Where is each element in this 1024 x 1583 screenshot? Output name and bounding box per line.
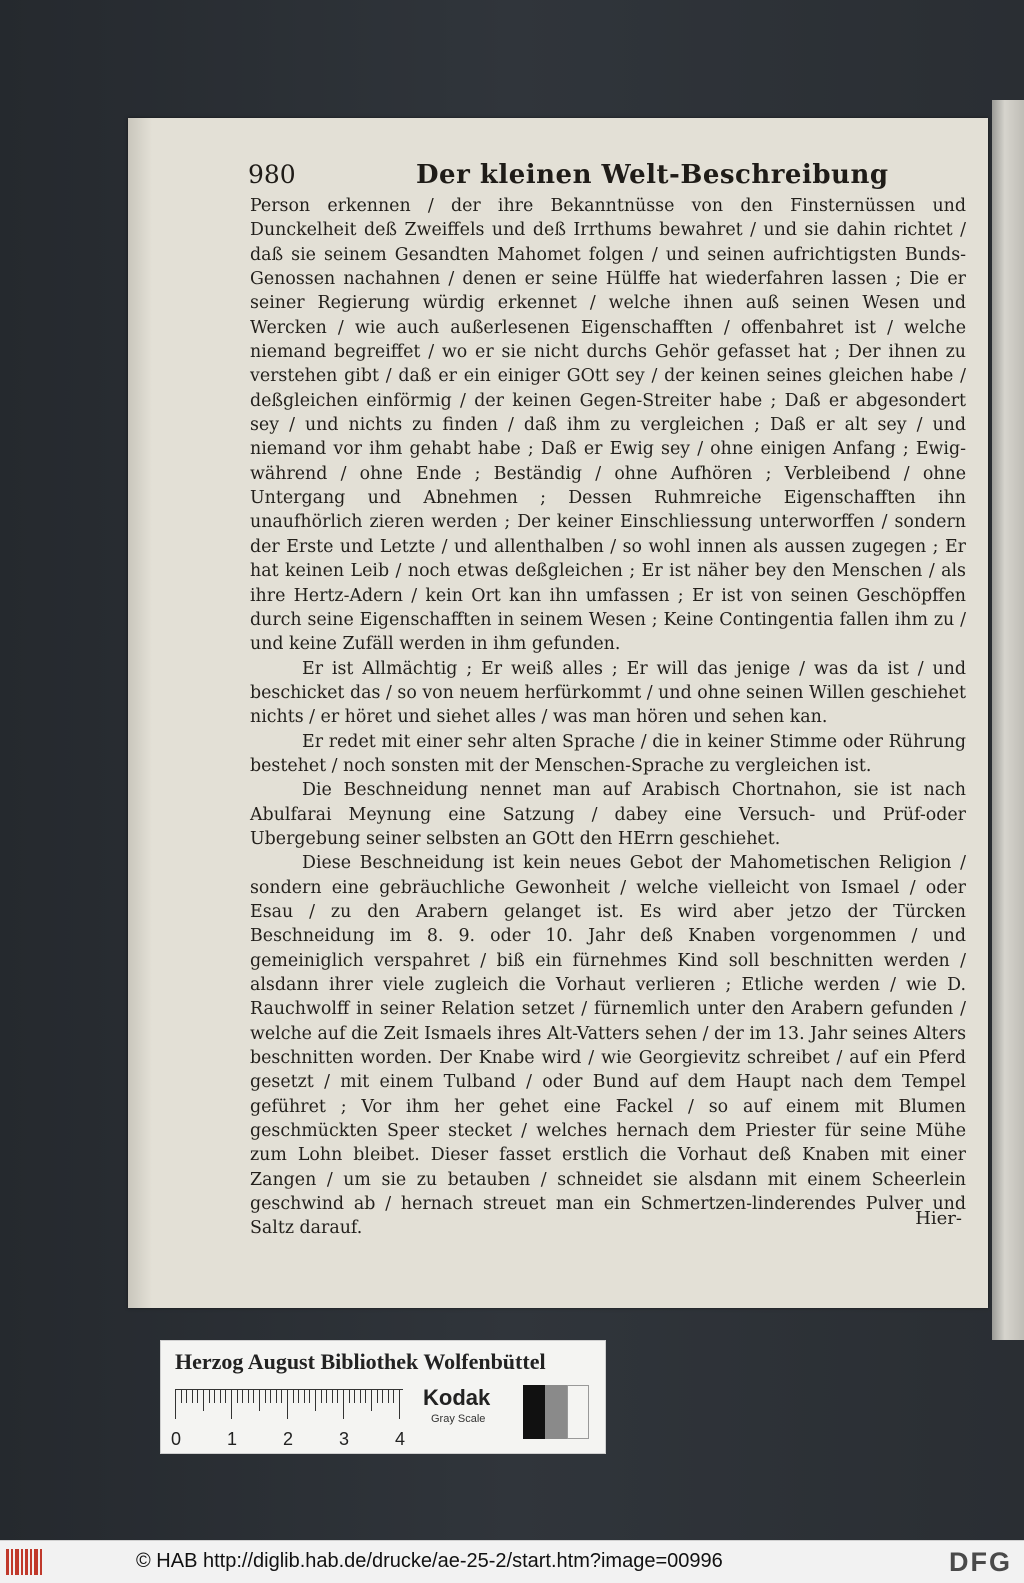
ruler-tick bbox=[332, 1389, 333, 1403]
ruler-tick bbox=[287, 1389, 288, 1419]
ruler-tick bbox=[281, 1389, 282, 1403]
gray-swatch-black bbox=[523, 1385, 545, 1439]
page-body bbox=[250, 194, 966, 1241]
barcode-logo-icon bbox=[6, 1549, 46, 1575]
ruler-tick bbox=[181, 1389, 182, 1403]
dfg-logo: DFG bbox=[949, 1547, 1012, 1577]
ruler-number: 3 bbox=[339, 1429, 350, 1449]
paragraph: Er redet mit einer sehr alten Sprache / die in keiner Stimme oder Rührung bestehet / noch sonsten mit der Menschen-Sprache zu vergleichen ist. bbox=[250, 731, 966, 776]
catchword: Hier- bbox=[915, 1208, 962, 1229]
ruler-tick bbox=[270, 1389, 271, 1403]
paragraph: Diese Beschneidung ist kein neues Gebot der Mahometischen Religion / sondern eine gebräuchliche Gewonheit / welche vielleicht von Ismael / oder Esau / zu den Arabern gelanget ist. Es wird aber jetzo der Türcken Beschneidung im 8. 9. oder 10. Jahr deß Knaben vorgenommen / und gemeiniglich verspahret / biß ein fürnehmes Kind soll beschnitten werden / alsdann ihrer viele zugleich die Vorhaut verlieren ; Etliche werden / wie D. Rauchwolff in seiner Relation setzet / fürnemlich unter den Arabern gefunden / welche auf die Zeit Ismaels ihres Alt-Vatters sehen / der im 13. Jahr seines Alters beschnitten worden. Der Knabe wird / wie Georgievitz schreibet / auf ein Pferd gesetzt / mit einem Tulband / oder Bund auf dem Haupt nach dem Tempel geführet ; Vor ihm her gehet eine Fackel / so auf einem mit Blumen geschmückten Speer stecket / welches hernach dem Priester für seine Mühe zum Lohn bleibet. Dieser fasset erstlich die Vorhaut deß Knaben mit einer Zangen / um sie zu betauben / schneidet sie alsdann mit einem Scheerlein geschwind ab / hernach streuet man ein Schmertzen-linderendes Pulver und Saltz darauf. bbox=[250, 853, 966, 1239]
ruler-tick bbox=[242, 1389, 243, 1403]
color-scale-card bbox=[160, 1340, 606, 1454]
ruler-tick bbox=[399, 1389, 400, 1419]
ruler-tick bbox=[253, 1389, 254, 1403]
page-gutter-shadow bbox=[128, 118, 152, 1308]
ruler-tick bbox=[371, 1389, 372, 1411]
ruler-tick bbox=[225, 1389, 226, 1403]
ruler-tick bbox=[377, 1389, 378, 1403]
ruler-tick bbox=[349, 1389, 350, 1403]
ruler-tick bbox=[237, 1389, 238, 1403]
ruler-number: 1 bbox=[227, 1429, 238, 1449]
ruler-tick bbox=[360, 1389, 361, 1403]
paragraph: Person erkennen / der ihre Bekanntnüsse von den Finsternüssen und Dunckelheit deß Zweiffels und deß Irrthums bewahret / und sie dahin richtet / daß sie seinem Gesandten Mahomet folgen / und seinen aufrichtigsten Bunds-Genossen nachahnen / denen er seine Hülffe hat wiederfahren lassen ; Die er seiner Regierung würdig erkennet / welche ihnen auß seinen Wesen und Wercken / wie auch außerlesenen Eigenschafften / offenbahret ist / welche niemand begreiffet / wo er sie nicht durchs Gehör gefasset hat ; Der ihnen zu verstehen gibt / daß er ein einiger GOtt sey / der keinen seines gleichen habe / deßgleichen einförmig / der keinen Gegen-Streiter habe ; Daß er abgesondert sey / und nichts zu finden / daß ihm zu vergleichen ; Daß er alt sey / und niemand vor ihm gehabt habe ; Daß er Ewig sey / ohne einigen Anfang ; Ewig-während / ohne Ende ; Beständig / ohne Aufhören ; Verbleibend / ohne Untergang und Abnehmen ; Dessen Ruhmreiche Eigenschafften ihn unaufhörlich zieren werden ; Der keiner Einschliessung unterworffen / sondern der Erste und Letzte / und allenthalben / so wohl innen als aussen zugegen ; Er hat keinen Leib / noch etwas deßgleichen ; Er ist näher bey den Menschen / als ihre Hertz-Adern / kein Ort kan ihn umfassen ; Er ist von seinen Geschöpffen durch seine Eigenschafften in seinem Wesen ; Keine Contingentia fallen ihm zu / und keine Zufäll werden in ihm gefunden. bbox=[250, 196, 966, 655]
ruler-tick bbox=[315, 1389, 316, 1411]
ruler-tick bbox=[231, 1389, 232, 1419]
ruler-tick bbox=[186, 1389, 187, 1403]
ruler-tick bbox=[209, 1389, 210, 1403]
ruler-tick bbox=[337, 1389, 338, 1403]
ruler-tick bbox=[298, 1389, 299, 1403]
ruler-number: 4 bbox=[395, 1429, 406, 1449]
ruler-tick bbox=[382, 1389, 383, 1403]
ruler-tick bbox=[365, 1389, 366, 1403]
gray-scale-label: Gray Scale bbox=[431, 1413, 486, 1425]
ruler-tick bbox=[293, 1389, 294, 1403]
ruler-tick bbox=[259, 1389, 260, 1411]
gray-swatch-mid bbox=[545, 1385, 567, 1439]
ruler-tick bbox=[388, 1389, 389, 1403]
kodak-logo: Kodak bbox=[423, 1385, 491, 1410]
ruler-tick bbox=[326, 1389, 327, 1403]
paragraph: Die Beschneidung nennet man auf Arabisch Chortnahon, sie ist nach Abulfarai Meynung eine Satzung / dabey eine Versuch- und Prüf-oder Ubergebung seiner selbsten an GOtt den HErrn geschiehet. bbox=[250, 780, 966, 849]
ruler-tick bbox=[248, 1389, 249, 1403]
ruler-tick bbox=[192, 1389, 193, 1403]
ruler-tick bbox=[197, 1389, 198, 1403]
ruler-tick bbox=[321, 1389, 322, 1403]
viewer-footer bbox=[0, 1540, 1024, 1583]
ruler-tick bbox=[203, 1389, 204, 1411]
ruler bbox=[171, 1389, 406, 1449]
ruler-tick bbox=[354, 1389, 355, 1403]
gray-swatch-white bbox=[567, 1385, 589, 1439]
ruler-tick bbox=[220, 1389, 221, 1403]
library-name: Herzog August Bibliothek Wolfenbüttel bbox=[175, 1349, 546, 1374]
ruler-tick bbox=[214, 1389, 215, 1403]
adjacent-page-edge bbox=[992, 100, 1024, 1340]
ruler-tick bbox=[175, 1389, 176, 1419]
ruler-tick bbox=[276, 1389, 277, 1403]
ruler-number: 2 bbox=[283, 1429, 294, 1449]
permalink[interactable]: © HAB http://diglib.hab.de/drucke/ae-25-2/start.htm?image=00996 bbox=[136, 1550, 723, 1572]
ruler-number: 0 bbox=[171, 1429, 182, 1449]
page-header bbox=[248, 160, 918, 196]
ruler-tick bbox=[343, 1389, 344, 1419]
ruler-tick bbox=[265, 1389, 266, 1403]
ruler-tick bbox=[309, 1389, 310, 1403]
ruler-tick bbox=[393, 1389, 394, 1403]
page-number: 980 bbox=[248, 160, 296, 189]
ruler-tick bbox=[304, 1389, 305, 1403]
paragraph: Er ist Allmächtig ; Er weiß alles ; Er will das jenige / was da ist / und beschicket das / so von neuem herfürkommt / und ohne seinen Willen geschiehet nichts / er höret und siehet alles / was man hören und sehen kan. bbox=[250, 658, 966, 728]
book-page bbox=[128, 118, 988, 1308]
running-head: Der kleinen Welt-Beschreibung bbox=[416, 160, 889, 190]
